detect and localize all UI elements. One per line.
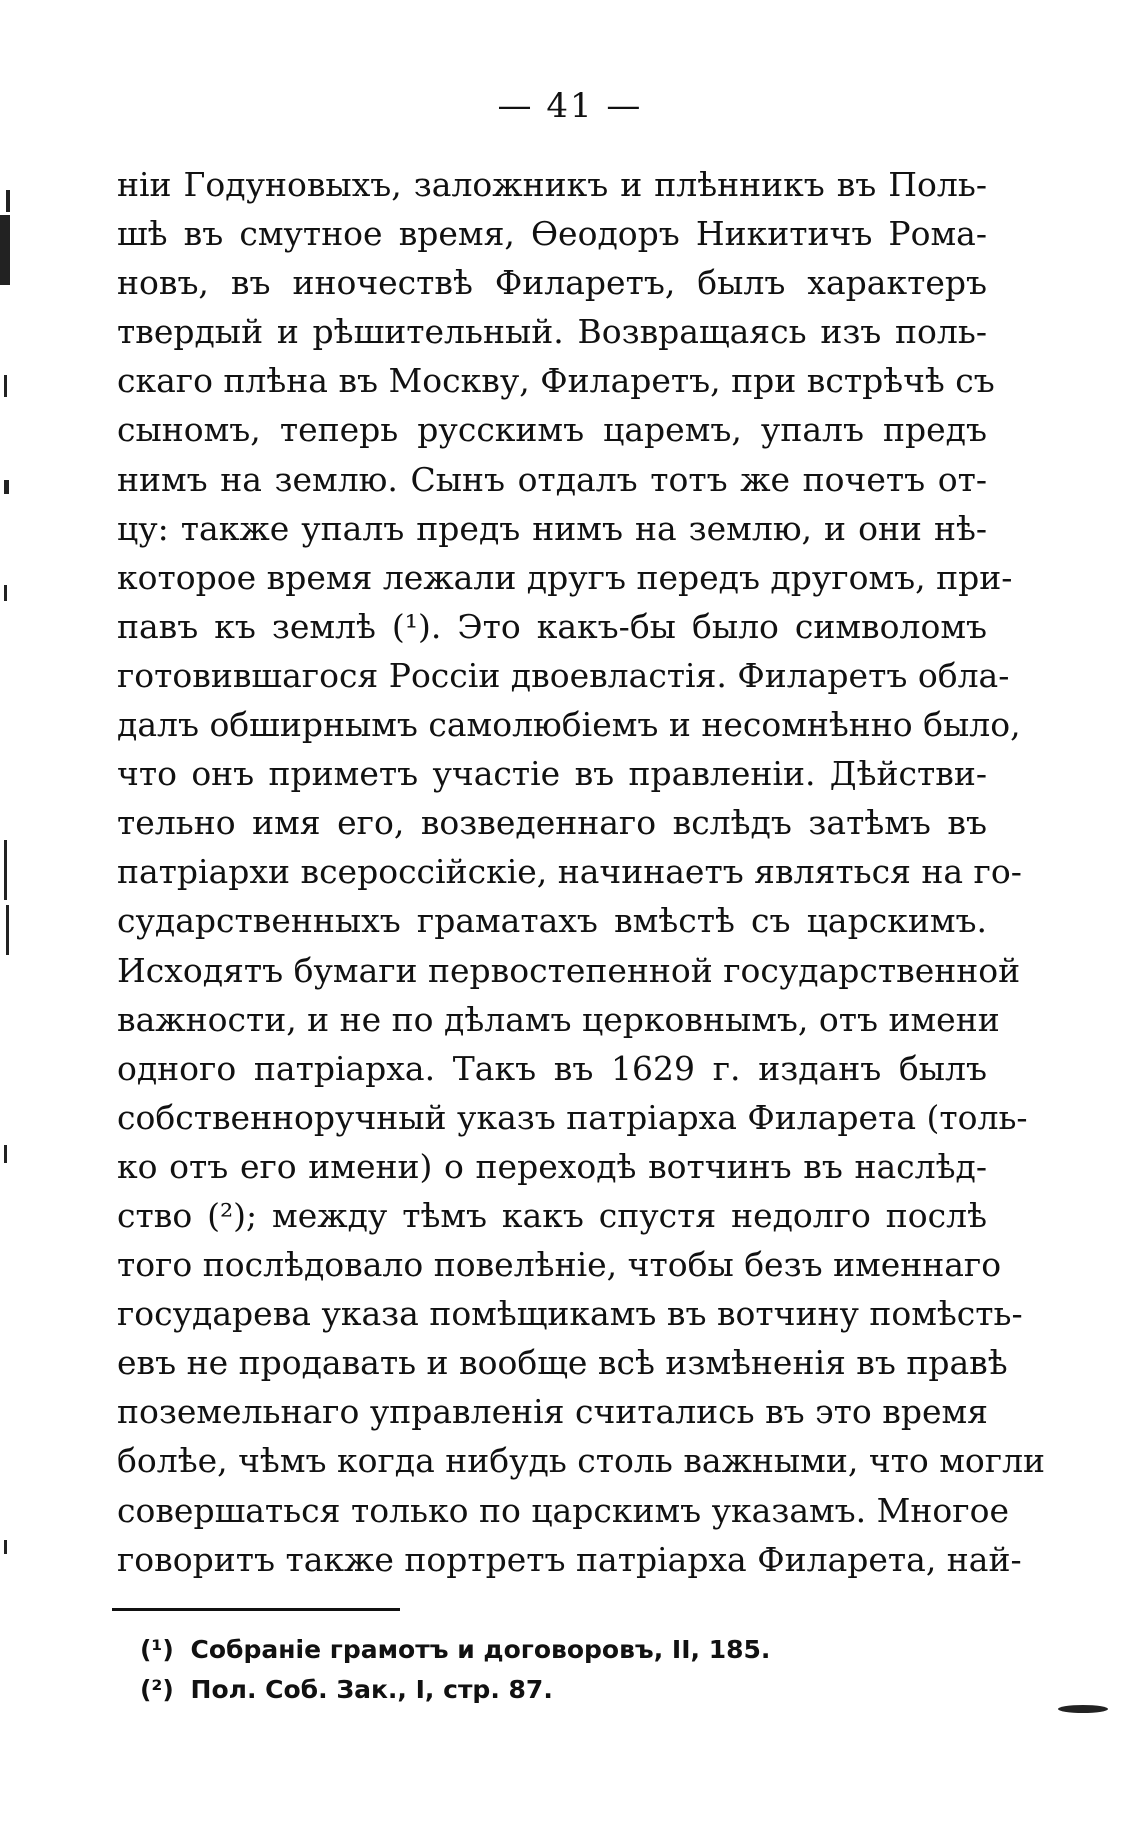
- footnote-text: Собранiе грамотъ и договоровъ, II, 185.: [190, 1635, 771, 1664]
- text-line: Исходятъ бумаги первостепенной государственной: [117, 950, 1021, 990]
- text-line: евъ не продавать и вообще всѣ измѣненiя въ правѣ: [117, 1343, 1008, 1383]
- text-line: важности, и не по дѣламъ церковнымъ, отъ имени: [117, 999, 1000, 1039]
- scan-artifact: [6, 190, 10, 212]
- text-line: патрiархи всероссiйскiе, начинаетъ являться на го-: [117, 852, 1022, 892]
- scan-artifact: [4, 375, 7, 397]
- text-line: говоритъ также портретъ патрiарха Филарета, най-: [117, 1539, 1022, 1579]
- text-line: совершаться только по царскимъ указамъ. Многое: [117, 1490, 1009, 1530]
- scan-artifact: [4, 1145, 7, 1163]
- scan-artifact: [4, 1540, 7, 1554]
- footnote-marker: (²): [140, 1675, 174, 1704]
- text-line: готовившагося Россiи двоевластiя. Филаретъ обла-: [117, 655, 1010, 695]
- text-line: ко отъ его имени) о переходѣ вотчинъ въ наслѣд-: [117, 1146, 987, 1186]
- scan-artifact: [4, 840, 7, 900]
- text-line: сударственныхъ граматахъ вмѣстѣ съ царскимъ.: [117, 901, 987, 941]
- text-line: павъ къ землѣ (¹). Это какъ-бы было символомъ: [117, 606, 987, 646]
- text-line: государева указа помѣщикамъ въ вотчину помѣсть-: [117, 1294, 1023, 1334]
- footnote-1: [140, 1630, 840, 1670]
- text-line: того послѣдовало повелѣнiе, чтобы безъ именнаго: [117, 1245, 1002, 1285]
- footnote-separator: [112, 1608, 400, 1611]
- text-line: скаго плѣна въ Москву, Филаретъ, при встрѣчѣ съ: [117, 361, 995, 401]
- footnote-text: Пол. Соб. Зак., I, стр. 87.: [190, 1675, 553, 1704]
- footnote-2: [140, 1670, 840, 1710]
- text-line: поземельнаго управленiя считались въ это время: [117, 1392, 988, 1432]
- text-line: нiи Годуновыхъ, заложникъ и плѣнникъ въ Поль-: [117, 165, 987, 204]
- text-line: болѣе, чѣмъ когда нибудь столь важными, что могли: [117, 1441, 1046, 1481]
- scan-artifact: [0, 215, 10, 285]
- text-line: ство (²); между тѣмъ какъ спустя недолго послѣ: [117, 1195, 987, 1235]
- text-line: что онъ приметъ участiе въ правленiи. Дѣйстви-: [117, 754, 987, 794]
- text-line: одного патрiарха. Такъ въ 1629 г. изданъ былъ: [117, 1048, 987, 1088]
- scan-artifact: [4, 480, 9, 494]
- text-line: сыномъ, теперь русскимъ царемъ, упалъ предъ: [117, 410, 987, 450]
- scan-artifact: [1058, 1705, 1108, 1713]
- footnote-marker: (¹): [140, 1635, 174, 1664]
- text-line: шѣ въ смутное время, Ѳеодоръ Никитичъ Рома-: [117, 214, 987, 254]
- page-number: — 41 —: [497, 86, 643, 126]
- text-line: новъ, въ иночествѣ Филаретъ, былъ характеръ: [117, 263, 987, 303]
- scan-artifact: [6, 905, 9, 955]
- text-line: которое время лежали другъ передъ другомъ, при-: [117, 557, 1013, 597]
- text-line: собственноручный указъ патрiарха Филарета (толь-: [117, 1097, 1028, 1137]
- text-line: далъ обширнымъ самолюбiемъ и несомнѣнно было,: [117, 705, 1021, 745]
- text-line: твердый и рѣшительный. Возвращаясь изъ поль-: [117, 312, 987, 352]
- footnotes: [140, 1630, 840, 1710]
- scan-artifact: [4, 585, 7, 601]
- text-line: нимъ на землю. Сынъ отдалъ тотъ же почетъ от-: [117, 459, 987, 499]
- body-text: [117, 160, 1046, 1584]
- text-line: цу: также упалъ предъ нимъ на землю, и они нѣ-: [117, 508, 987, 548]
- text-line: тельно имя его, возведеннаго вслѣдъ затѣмъ въ: [117, 803, 987, 843]
